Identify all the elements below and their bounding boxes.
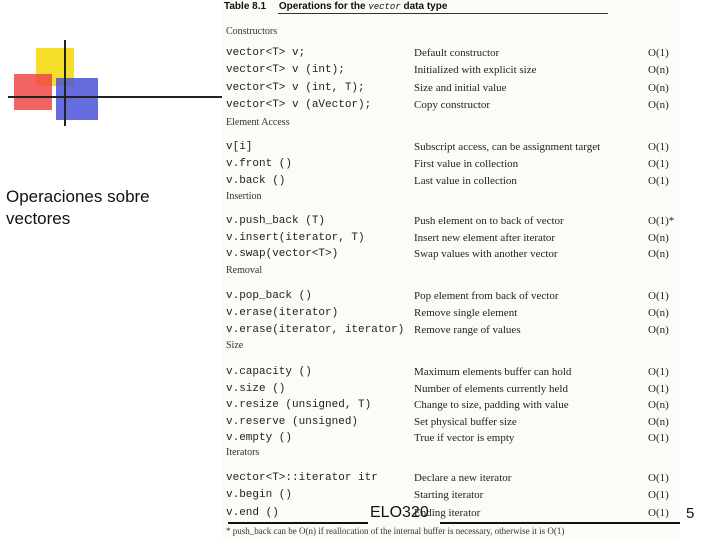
complexity-cell: O(1) <box>648 290 669 302</box>
complexity-cell: O(1) <box>648 383 669 395</box>
description-cell: Swap values with another vector <box>414 248 558 260</box>
description-cell: Number of elements currently held <box>414 383 568 395</box>
complexity-cell: O(1) <box>648 158 669 170</box>
section-heading: Removal <box>226 265 263 276</box>
table-title-tail: data type <box>403 1 448 12</box>
description-cell: Ending iterator <box>414 507 481 519</box>
description-cell: Remove range of values <box>414 324 521 336</box>
code-cell: vector<T> v (int, T); <box>226 82 365 94</box>
code-cell: v.insert(iterator, T) <box>226 232 365 244</box>
complexity-cell: O(n) <box>648 232 669 244</box>
description-cell: Initialized with explicit size <box>414 64 537 76</box>
footer-line-right <box>440 522 680 524</box>
slide-title: Operaciones sobre vectores <box>6 187 150 228</box>
complexity-cell: O(1) <box>648 47 669 59</box>
operations-table <box>222 0 680 540</box>
description-cell: Last value in collection <box>414 175 517 187</box>
complexity-cell: O(n) <box>648 82 669 94</box>
code-cell: v.pop_back () <box>226 290 312 302</box>
description-cell: Copy constructor <box>414 99 491 111</box>
code-cell: vector<T>::iterator itr <box>226 472 378 484</box>
section-heading: Insertion <box>226 191 262 202</box>
code-cell: v.erase(iterator) <box>226 307 339 319</box>
complexity-cell: O(n) <box>648 324 669 336</box>
description-cell: Subscript access, can be assignment target <box>414 141 601 153</box>
complexity-cell: O(1) <box>648 472 669 484</box>
complexity-cell: O(1) <box>648 141 669 153</box>
complexity-cell: O(1) <box>648 366 669 378</box>
complexity-cell: O(1) <box>648 175 669 187</box>
table-heading-rule <box>278 13 608 14</box>
code-cell: v.begin () <box>226 489 293 501</box>
description-cell: Push element on to back of vector <box>414 215 564 227</box>
complexity-cell: O(n) <box>648 248 669 260</box>
code-cell: vector<T> v (aVector); <box>226 99 372 111</box>
section-heading: Size <box>226 340 244 351</box>
footer-line-left <box>228 522 368 524</box>
decor-blue-square <box>56 78 98 120</box>
description-cell: Default constructor <box>414 47 500 59</box>
complexity-cell: O(n) <box>648 416 669 428</box>
complexity-cell: O(1) <box>648 507 669 519</box>
complexity-cell: O(n) <box>648 307 669 319</box>
complexity-cell: O(n) <box>648 99 669 111</box>
decor-red-square <box>14 74 52 110</box>
decor-vertical-line <box>64 40 66 126</box>
code-cell: v.swap(vector<T>) <box>226 248 339 260</box>
description-cell: True if vector is empty <box>414 432 515 444</box>
description-cell: Size and initial value <box>414 82 507 94</box>
code-cell: v.capacity () <box>226 366 312 378</box>
decor-horizontal-line <box>8 96 224 98</box>
description-cell: Remove single element <box>414 307 518 319</box>
code-cell: v.end () <box>226 507 279 519</box>
description-cell: Insert new element after iterator <box>414 232 556 244</box>
footer-label: ELO320 <box>370 504 429 521</box>
table-footnote: * push_back can be O(n) if reallocation of the internal buffer is necessary, otherwise it is O(1) <box>226 526 565 536</box>
complexity-cell: O(n) <box>648 399 669 411</box>
complexity-cell: O(1) <box>648 432 669 444</box>
description-cell: Maximum elements buffer can hold <box>414 366 572 378</box>
description-cell: First value in collection <box>414 158 519 170</box>
code-cell: vector<T> v; <box>226 47 306 59</box>
complexity-cell: O(n) <box>648 64 669 76</box>
description-cell: Starting iterator <box>414 489 484 501</box>
complexity-cell: O(1)* <box>648 215 675 227</box>
code-cell: v.resize (unsigned, T) <box>226 399 372 411</box>
section-heading: Element Access <box>226 117 290 128</box>
complexity-cell: O(1) <box>648 489 669 501</box>
table-number: Table 8.1 <box>224 1 267 12</box>
code-cell: v.erase(iterator, iterator) <box>226 324 405 336</box>
table-title <box>279 1 448 12</box>
code-cell: v.push_back (T) <box>226 215 326 227</box>
code-cell: v.size () <box>226 383 286 395</box>
code-cell: v[i] <box>226 141 253 153</box>
description-cell: Declare a new iterator <box>414 472 512 484</box>
code-cell: vector<T> v (int); <box>226 64 345 76</box>
description-cell: Pop element from back of vector <box>414 290 559 302</box>
code-cell: v.back () <box>226 175 286 187</box>
code-cell: v.empty () <box>226 432 293 444</box>
description-cell: Change to size, padding with value <box>414 399 569 411</box>
code-cell: v.front () <box>226 158 293 170</box>
page-number: 5 <box>686 505 695 522</box>
code-cell: v.reserve (unsigned) <box>226 416 359 428</box>
table-title-type: vector <box>368 2 401 12</box>
section-heading: Constructors <box>226 26 278 37</box>
description-cell: Set physical buffer size <box>414 416 517 428</box>
table-title-text: Operations for the <box>278 1 366 12</box>
section-heading: Iterators <box>226 447 260 458</box>
